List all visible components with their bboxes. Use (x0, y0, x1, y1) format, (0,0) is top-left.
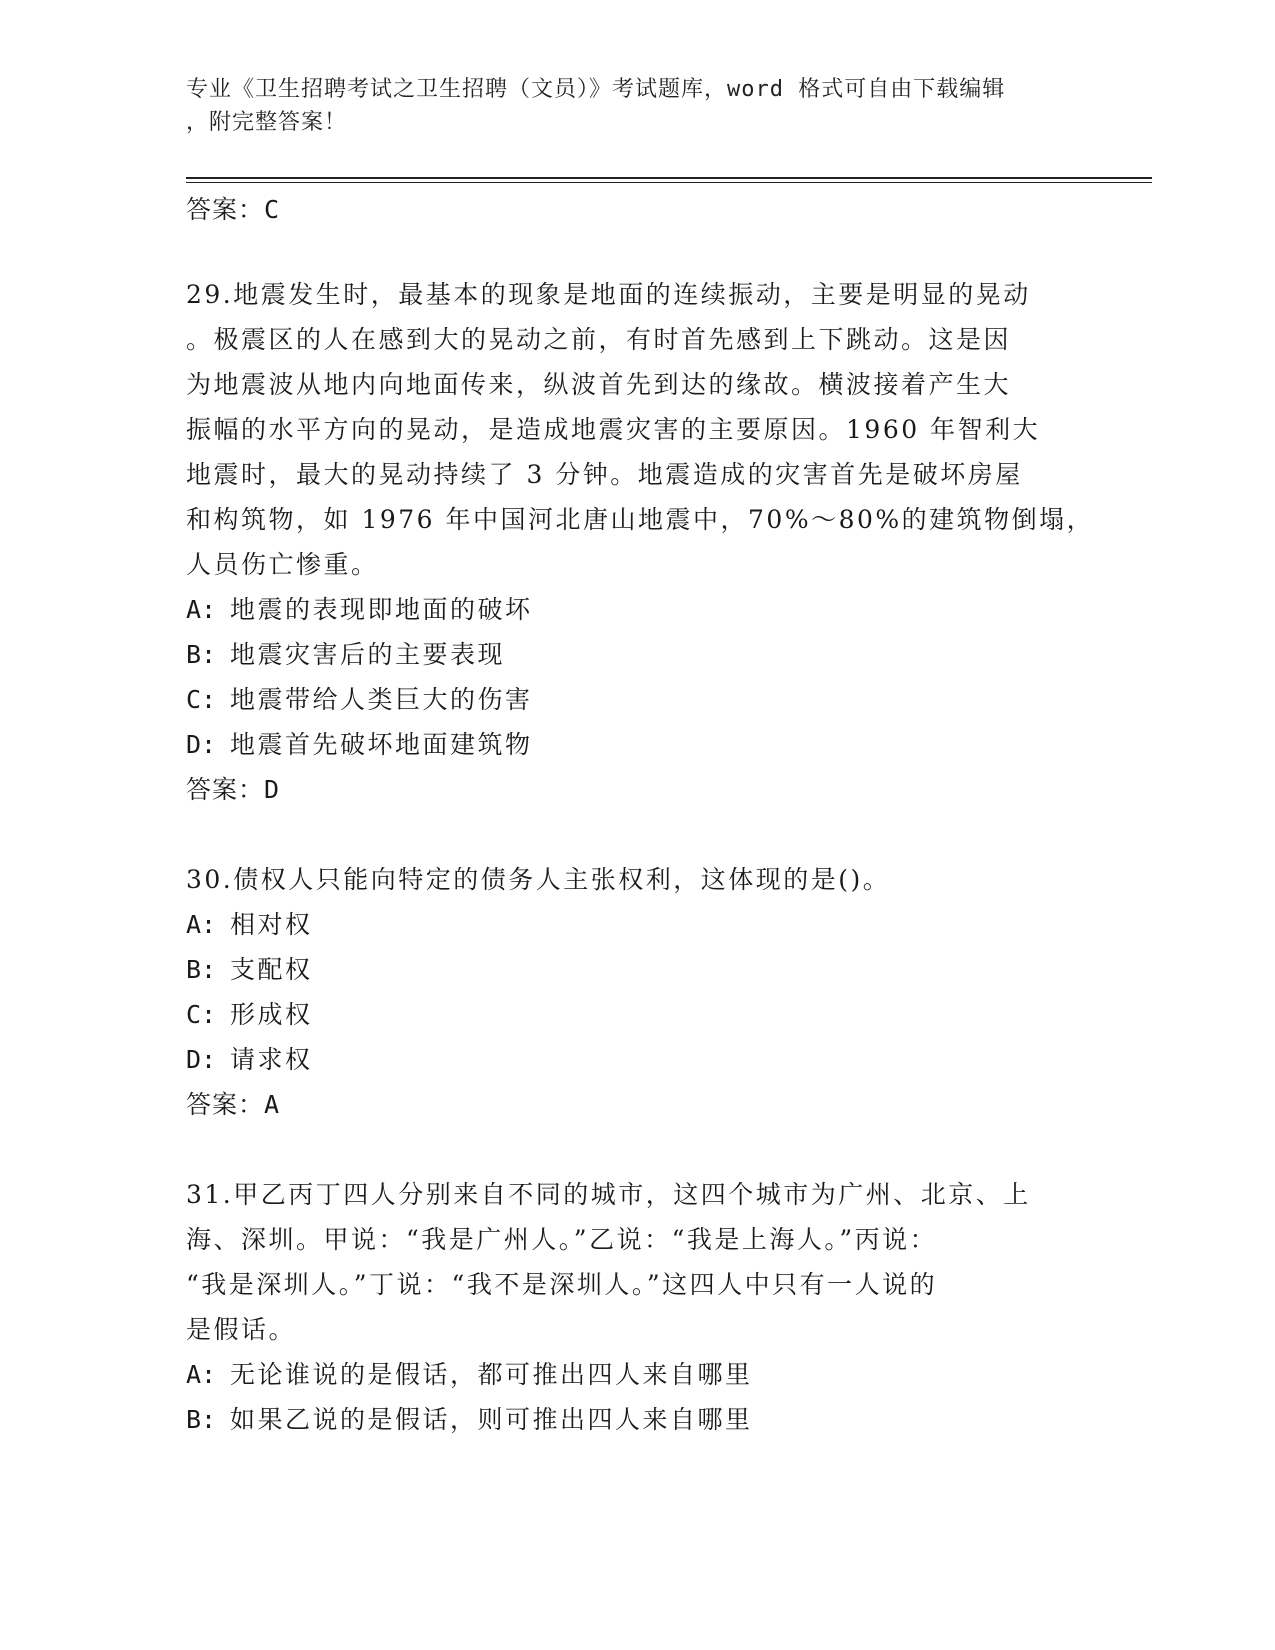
option-letter: D: (186, 730, 217, 759)
header-line-1: 专业《卫生招聘考试之卫生招聘（文员）》考试题库，word 格式可自由下载编辑 (186, 77, 1006, 102)
option-text: 支配权 (230, 955, 313, 984)
header-line-2: ，附完整答案！ (186, 110, 348, 135)
q29-text-line: 为地震波从地内向地面传来，纵波首先到达的缘故。横波接着产生大 (186, 370, 1012, 399)
q30-option-d (186, 1040, 313, 1076)
page-header (186, 73, 1086, 139)
q31-text-line: 海、深圳。甲说：“我是广州人。”乙说：“我是上海人。”丙说： (186, 1225, 938, 1254)
q30-option-b (186, 950, 313, 986)
option-letter: C: (186, 685, 217, 714)
option-text: 地震的表现即地面的破坏 (230, 595, 533, 624)
q29-option-a (186, 590, 533, 626)
option-text: 地震灾害后的主要表现 (230, 640, 506, 669)
option-text: 地震带给人类巨大的伤害 (230, 685, 533, 714)
option-letter: C: (186, 1000, 217, 1029)
answer-28: 答案：C (186, 195, 281, 224)
q30-option-a (186, 905, 313, 941)
q31-text-line: “我是深圳人。”丁说：“我不是深圳人。”这四人中只有一人说的 (186, 1270, 938, 1299)
option-letter: A: (186, 910, 217, 939)
q31-option-a (186, 1355, 753, 1391)
q29-option-c (186, 680, 533, 716)
q29-option-b (186, 635, 505, 671)
q29-text-line: 。极震区的人在感到大的晃动之前，有时首先感到上下跳动。这是因 (186, 325, 1012, 354)
option-text: 请求权 (230, 1045, 313, 1074)
q30-text-line: 30.债权人只能向特定的债务人主张权利，这体现的是()。 (186, 865, 891, 894)
q29-text-line: 振幅的水平方向的晃动，是造成地震灾害的主要原因。1960 年智利大 (186, 415, 1041, 444)
q29-text-line: 地震时，最大的晃动持续了 3 分钟。地震造成的灾害首先是破坏房屋 (186, 460, 1023, 489)
option-letter: B: (186, 1405, 217, 1434)
option-letter: D: (186, 1045, 217, 1074)
option-letter: B: (186, 640, 217, 669)
q30-option-c (186, 995, 313, 1031)
q29-option-d (186, 725, 533, 761)
answer-30: 答案：A (186, 1090, 281, 1119)
answer-29: 答案：D (186, 775, 281, 804)
q29-text-line: 和构筑物，如 1976 年中国河北唐山地震中，70%～80%的建筑物倒塌， (186, 505, 1095, 534)
option-letter: A: (186, 1360, 217, 1389)
option-text: 地震首先破坏地面建筑物 (230, 730, 533, 759)
q29-text-line: 29.地震发生时，最基本的现象是地面的连续振动，主要是明显的晃动 (186, 280, 1031, 309)
option-letter: A: (186, 595, 217, 624)
option-text: 形成权 (230, 1000, 313, 1029)
q31-option-b (186, 1400, 753, 1436)
option-text: 相对权 (230, 910, 313, 939)
option-letter: B: (186, 955, 217, 984)
q29-text-line: 人员伤亡惨重。 (186, 550, 379, 579)
q31-text-line: 31.甲乙丙丁四人分别来自不同的城市，这四个城市为广州、北京、上 (186, 1180, 1031, 1209)
option-text: 无论谁说的是假话，都可推出四人来自哪里 (230, 1360, 753, 1389)
option-text: 如果乙说的是假话，则可推出四人来自哪里 (230, 1405, 753, 1434)
header-divider-thin (186, 182, 1152, 183)
q31-text-line: 是假话。 (186, 1315, 297, 1344)
header-divider-thick (186, 177, 1152, 179)
